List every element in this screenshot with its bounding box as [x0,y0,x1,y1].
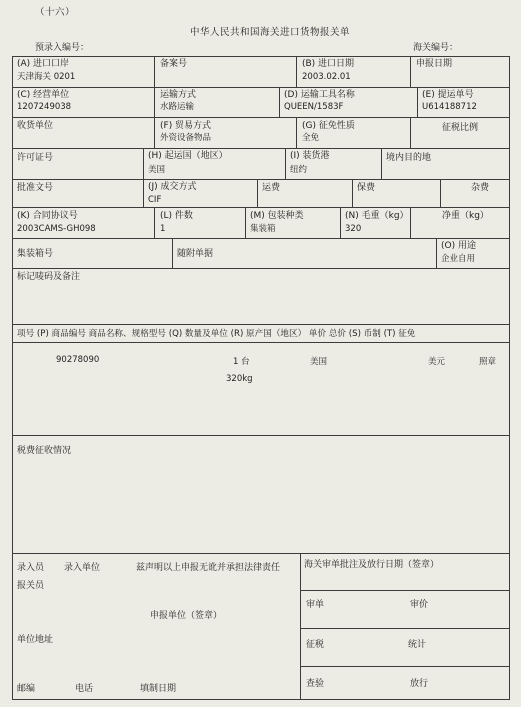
vline-r6-c [340,207,341,238]
hline-row2-bottom [12,117,510,118]
fill-date-label: 填制日期 [140,684,177,694]
origin-country-label: (H) 起运国（地区） [148,151,228,161]
vline-footer-mid [300,553,301,700]
hline-row7-bottom [12,268,510,269]
transport-mode-label: 运输方式 [160,90,197,100]
currency-cell[interactable]: 美元 [428,357,446,367]
import-port-label: (A) 进口口岸 [17,59,70,69]
quantity-unit[interactable]: 1 台 [233,357,250,367]
vline-r7-c [436,238,437,268]
customs-broker-label: 报关员 [17,581,45,591]
insurance-label: 保费 [357,183,376,193]
misc-fee-label: 杂费 [471,183,490,193]
declaration-date-label: 申报日期 [416,59,453,69]
hline-row3-bottom [12,148,510,149]
marks-remarks-label: 标记唛码及备注 [17,272,81,282]
origin-country-value[interactable]: 美国 [148,165,166,175]
vline-r4-a [143,148,144,179]
net-weight-label: 净重（kg） [442,211,489,221]
quantity-weight[interactable]: 320kg [226,374,253,384]
vline-r3-c [410,117,411,148]
loading-port-value[interactable]: 纽约 [290,165,308,175]
tax-rate-label: 征税比例 [442,123,479,133]
vline-r5-a [143,179,144,207]
vline-r3-b [296,117,297,148]
transport-mode-value[interactable]: 水路运输 [160,102,195,112]
receiving-unit-label: 收货单位 [17,121,54,131]
hline-customs-row1 [300,590,510,591]
gross-weight-value[interactable]: 320 [345,224,362,234]
vline-r2-b [279,87,280,117]
import-date-value[interactable]: 2003.02.01 [302,72,351,82]
hline-tax-bottom [12,553,510,554]
vline-r6-a [154,207,155,238]
vline-r1-c [410,56,411,87]
package-type-value[interactable]: 集装箱 [250,224,276,234]
vline-r4-b [285,148,286,179]
entry-unit-label: 录入单位 [64,563,101,573]
tax-collection-label: 税费征收情况 [17,446,72,456]
form-title: 中华人民共和国海关进口货物报关单 [190,27,351,38]
contract-number-value[interactable]: 2003CAMS-GH098 [17,224,96,234]
transaction-mode-label: (J) 成交方式 [148,182,197,192]
tax-collection-approval-label: 征税 [306,640,325,650]
vline-r1-a [154,56,155,87]
customs-approval-label: 海关审单批注及放行日期（签章） [304,560,440,570]
legal-declaration: 兹声明以上申报无讹并承担法律责任 [136,563,281,573]
trade-mode-value[interactable]: 外资设备物品 [160,133,212,143]
vline-r6-b [245,207,246,238]
commodity-code[interactable]: 90278090 [56,355,100,365]
hline-goods-header-bottom [12,342,510,343]
vline-r6-d [410,207,411,238]
container-number-label: 集装箱号 [17,249,54,259]
vline-r4-c [381,148,382,179]
vline-r5-b [257,179,258,207]
freight-label: 运费 [262,183,281,193]
usage-label: (O) 用途 [441,241,476,251]
gross-weight-label: (N) 毛重（kg） [345,211,409,221]
goods-table-header: 项号 (P) 商品编号 商品名称、规格型号 (Q) 数量及单位 (R) 原产国（地区） 单价 总价 (S) 币制 (T) 征免 [17,329,416,339]
hline-goods-bottom [12,435,510,436]
bill-of-lading-label: (E) 提运单号 [422,90,474,100]
phone-label: 电话 [75,684,94,694]
domestic-destination-label: 境内目的地 [386,153,432,163]
vline-r5-c [352,179,353,207]
trade-mode-label: (F) 贸易方式 [160,121,212,131]
record-number-label: 备案号 [160,59,188,69]
transaction-mode-value[interactable]: CIF [148,195,162,205]
pre-entry-number-label: 预录入编号： [35,43,90,53]
import-port-value[interactable]: 天津海关 0201 [17,72,76,82]
hline-row5-bottom [12,207,510,208]
loading-port-label: (I) 装货港 [290,151,330,161]
vline-r5-d [440,179,441,207]
origin-country-cell[interactable]: 美国 [310,357,328,367]
release-label: 放行 [410,679,429,689]
customs-number-label: 海关编号： [413,43,459,53]
hline-row4-bottom [12,179,510,180]
vline-r3-a [154,117,155,148]
pieces-value[interactable]: 1 [160,224,166,234]
bill-of-lading-value[interactable]: U614188712 [422,102,477,112]
price-review-label: 审价 [410,600,429,610]
hline-row1-bottom [12,87,510,88]
vessel-name-value[interactable]: QUEEN/1583F [284,102,344,112]
statistics-label: 统计 [408,640,427,650]
declaring-unit-seal-label: 申报单位（签章） [150,611,223,621]
levy-mode-cell[interactable]: 照章 [479,357,497,367]
license-number-label: 许可证号 [17,153,54,163]
business-unit-label: (C) 经营单位 [17,90,70,100]
vline-r7-b [172,238,173,268]
document-review-label: 审单 [306,600,325,610]
vline-r2-c [417,87,418,117]
import-date-label: (B) 进口日期 [302,59,355,69]
unit-address-label: 单位地址 [17,635,54,645]
approval-number-label: 批准文号 [17,183,54,193]
entry-clerk-label: 录入员 [17,563,45,573]
package-type-label: (M) 包装种类 [250,211,304,221]
declaration-form-frame [12,56,510,700]
section-number: （十六） [35,7,76,18]
hline-marks-bottom [12,324,510,325]
hline-customs-row3 [300,666,510,667]
pieces-label: (L) 件数 [160,211,193,221]
usage-value[interactable]: 企业自用 [441,254,476,264]
levy-nature-label: (G) 征免性质 [302,121,355,131]
contract-number-label: (K) 合同协议号 [17,211,78,221]
vessel-name-label: (D) 运输工具名称 [284,90,355,100]
attached-documents-label: 随附单据 [177,249,214,259]
inspection-label: 查验 [306,679,325,689]
vline-r2-a [154,87,155,117]
vline-r1-b [296,56,297,87]
postcode-label: 邮编 [17,684,36,694]
hline-customs-row2 [300,628,510,629]
business-unit-value[interactable]: 1207249038 [17,102,72,112]
levy-nature-value[interactable]: 全免 [302,133,320,143]
